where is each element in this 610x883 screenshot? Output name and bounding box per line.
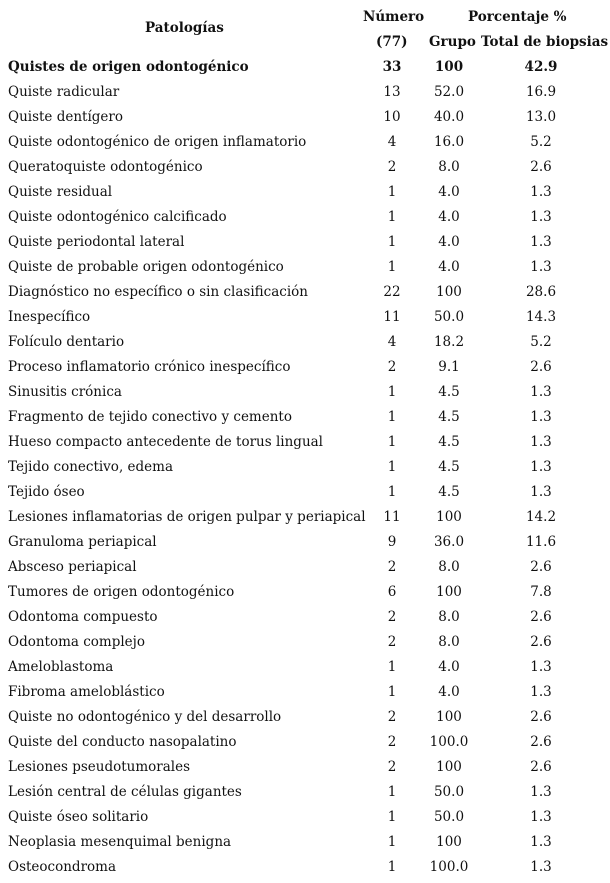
table-row xyxy=(0,705,610,730)
row-grupo: 50.0 xyxy=(433,784,465,800)
row-total: 1.3 xyxy=(530,684,552,700)
row-grupo: 4.5 xyxy=(438,459,460,475)
row-numero: 11 xyxy=(383,309,401,325)
row-name: Lesión central de células gigantes xyxy=(8,784,242,800)
row-name: Quiste radicular xyxy=(8,84,120,100)
row-total: 1.3 xyxy=(530,459,552,475)
row-total: 2.6 xyxy=(530,734,552,750)
row-grupo: 8.0 xyxy=(438,559,460,575)
row-grupo: 16.0 xyxy=(433,134,465,150)
row-numero: 22 xyxy=(383,284,401,300)
table-row xyxy=(0,330,610,355)
row-name: Granuloma periapical xyxy=(8,534,157,550)
header-porcentaje: Porcentaje % xyxy=(468,9,567,25)
row-total: 1.3 xyxy=(530,659,552,675)
row-total: 1.3 xyxy=(530,434,552,450)
row-numero: 2 xyxy=(387,634,397,650)
row-total: 14.3 xyxy=(525,309,557,325)
table-row xyxy=(0,55,610,80)
table-row xyxy=(0,205,610,230)
row-grupo: 4.5 xyxy=(438,384,460,400)
table-row xyxy=(0,280,610,305)
row-grupo: 100.0 xyxy=(429,859,469,875)
row-name: Osteocondroma xyxy=(8,859,116,875)
row-numero: 1 xyxy=(387,809,397,825)
row-grupo: 50.0 xyxy=(433,309,465,325)
row-grupo: 100 xyxy=(436,709,462,725)
row-name: Tumores de origen odontogénico xyxy=(8,584,235,600)
table-row xyxy=(0,855,610,880)
row-grupo: 18.2 xyxy=(433,334,465,350)
row-grupo: 4.0 xyxy=(438,684,460,700)
row-name: Folículo dentario xyxy=(8,334,125,350)
row-numero: 33 xyxy=(382,59,402,75)
row-grupo: 100.0 xyxy=(429,734,469,750)
row-total: 1.3 xyxy=(530,784,552,800)
row-name: Quiste periodontal lateral xyxy=(8,234,185,250)
row-grupo: 100 xyxy=(434,59,464,75)
row-total: 42.9 xyxy=(524,59,558,75)
row-numero: 1 xyxy=(387,384,397,400)
row-grupo: 40.0 xyxy=(433,109,465,125)
row-name: Absceso periapical xyxy=(8,559,137,575)
row-total: 11.6 xyxy=(525,534,557,550)
row-name: Quiste de probable origen odontogénico xyxy=(8,259,284,275)
table-row xyxy=(0,80,610,105)
row-name: Quiste residual xyxy=(8,184,113,200)
row-name: Odontoma compuesto xyxy=(8,609,158,625)
row-numero: 6 xyxy=(387,584,397,600)
row-name: Quiste odontogénico calcificado xyxy=(8,209,227,225)
row-numero: 2 xyxy=(387,609,397,625)
row-grupo: 4.0 xyxy=(438,234,460,250)
row-numero: 2 xyxy=(387,359,397,375)
table-header xyxy=(0,0,610,55)
table-row xyxy=(0,655,610,680)
row-numero: 1 xyxy=(387,184,397,200)
row-grupo: 4.0 xyxy=(438,184,460,200)
row-total: 1.3 xyxy=(530,859,552,875)
row-total: 1.3 xyxy=(530,409,552,425)
table-row xyxy=(0,530,610,555)
row-grupo: 4.5 xyxy=(438,409,460,425)
row-name: Neoplasia mesenquimal benigna xyxy=(8,834,232,850)
row-numero: 2 xyxy=(387,709,397,725)
table-row xyxy=(0,780,610,805)
row-numero: 11 xyxy=(383,509,401,525)
row-numero: 2 xyxy=(387,734,397,750)
row-numero: 13 xyxy=(383,84,401,100)
row-numero: 1 xyxy=(387,784,397,800)
row-total: 1.3 xyxy=(530,809,552,825)
row-total: 13.0 xyxy=(525,109,557,125)
row-name: Lesiones pseudotumorales xyxy=(8,759,191,775)
table-row xyxy=(0,805,610,830)
row-numero: 1 xyxy=(387,834,397,850)
header-grupo: Grupo xyxy=(429,34,476,50)
row-total: 2.6 xyxy=(530,159,552,175)
table-row xyxy=(0,680,610,705)
row-total: 1.3 xyxy=(530,184,552,200)
row-total: 14.2 xyxy=(525,509,557,525)
row-name: Lesiones inflamatorias de origen pulpar y periapical xyxy=(8,509,366,525)
row-numero: 1 xyxy=(387,209,397,225)
row-name: Quiste no odontogénico y del desarrollo xyxy=(8,709,282,725)
table-row xyxy=(0,430,610,455)
row-total: 2.6 xyxy=(530,709,552,725)
row-grupo: 36.0 xyxy=(433,534,465,550)
row-grupo: 8.0 xyxy=(438,609,460,625)
row-numero: 1 xyxy=(387,659,397,675)
row-numero: 9 xyxy=(387,534,397,550)
row-numero: 1 xyxy=(387,409,397,425)
table-row xyxy=(0,255,610,280)
row-total: 1.3 xyxy=(530,484,552,500)
row-grupo: 100 xyxy=(436,284,462,300)
table-row xyxy=(0,180,610,205)
row-grupo: 50.0 xyxy=(433,809,465,825)
header-patologias: Patologías xyxy=(145,20,224,36)
table-row xyxy=(0,155,610,180)
row-grupo: 52.0 xyxy=(433,84,465,100)
table-row xyxy=(0,455,610,480)
row-name: Diagnóstico no específico o sin clasificación xyxy=(8,284,308,300)
table-body xyxy=(0,55,610,880)
row-total: 2.6 xyxy=(530,634,552,650)
row-numero: 4 xyxy=(387,334,397,350)
row-total: 2.6 xyxy=(530,559,552,575)
row-total: 1.3 xyxy=(530,259,552,275)
row-grupo: 100 xyxy=(436,834,462,850)
table-row xyxy=(0,230,610,255)
row-total: 2.6 xyxy=(530,359,552,375)
row-numero: 1 xyxy=(387,234,397,250)
row-numero: 1 xyxy=(387,684,397,700)
row-name: Fibroma ameloblástico xyxy=(8,684,165,700)
table-row xyxy=(0,305,610,330)
row-numero: 1 xyxy=(387,259,397,275)
row-grupo: 9.1 xyxy=(438,359,460,375)
row-total: 1.3 xyxy=(530,834,552,850)
row-name: Inespecífico xyxy=(8,309,91,325)
table-row xyxy=(0,405,610,430)
row-numero: 10 xyxy=(383,109,401,125)
row-grupo: 4.0 xyxy=(438,259,460,275)
table-row xyxy=(0,555,610,580)
row-numero: 2 xyxy=(387,159,397,175)
row-grupo: 4.5 xyxy=(438,484,460,500)
row-numero: 4 xyxy=(387,134,397,150)
row-total: 5.2 xyxy=(530,134,552,150)
row-numero: 1 xyxy=(387,434,397,450)
table-row xyxy=(0,730,610,755)
row-name: Quistes de origen odontogénico xyxy=(8,59,249,75)
row-name: Ameloblastoma xyxy=(8,659,114,675)
row-total: 16.9 xyxy=(525,84,557,100)
row-total: 7.8 xyxy=(530,584,552,600)
table-row xyxy=(0,355,610,380)
row-numero: 1 xyxy=(387,859,397,875)
table-row xyxy=(0,830,610,855)
table-row xyxy=(0,755,610,780)
row-name: Hueso compacto antecedente de torus lingual xyxy=(8,434,324,450)
table-row xyxy=(0,630,610,655)
row-grupo: 4.5 xyxy=(438,434,460,450)
row-total: 1.3 xyxy=(530,384,552,400)
row-grupo: 100 xyxy=(436,584,462,600)
header-numero: Número xyxy=(363,9,425,25)
table-row xyxy=(0,505,610,530)
header-total-biopsias: Total de biopsias xyxy=(481,34,609,50)
table-row xyxy=(0,480,610,505)
header-numero-total: (77) xyxy=(376,34,408,50)
row-grupo: 4.0 xyxy=(438,659,460,675)
row-name: Quiste del conducto nasopalatino xyxy=(8,734,237,750)
row-name: Fragmento de tejido conectivo y cemento xyxy=(8,409,292,425)
row-grupo: 100 xyxy=(436,759,462,775)
row-numero: 1 xyxy=(387,459,397,475)
table-row xyxy=(0,105,610,130)
row-name: Tejido óseo xyxy=(8,484,85,500)
row-grupo: 4.0 xyxy=(438,209,460,225)
row-total: 28.6 xyxy=(525,284,557,300)
row-grupo: 8.0 xyxy=(438,634,460,650)
table-row xyxy=(0,380,610,405)
row-total: 1.3 xyxy=(530,209,552,225)
row-total: 1.3 xyxy=(530,234,552,250)
row-numero: 1 xyxy=(387,484,397,500)
row-name: Tejido conectivo, edema xyxy=(8,459,173,475)
row-name: Quiste óseo solitario xyxy=(8,809,149,825)
row-total: 2.6 xyxy=(530,609,552,625)
row-numero: 2 xyxy=(387,559,397,575)
table-row xyxy=(0,130,610,155)
table-row xyxy=(0,580,610,605)
row-name: Quiste odontogénico de origen inflamatorio xyxy=(8,134,307,150)
row-name: Quiste dentígero xyxy=(8,109,123,125)
table-row xyxy=(0,605,610,630)
row-name: Sinusitis crónica xyxy=(8,384,122,400)
row-numero: 2 xyxy=(387,759,397,775)
row-grupo: 100 xyxy=(436,509,462,525)
row-name: Proceso inflamatorio crónico inespecífico xyxy=(8,359,291,375)
row-name: Queratoquiste odontogénico xyxy=(8,159,203,175)
row-total: 5.2 xyxy=(530,334,552,350)
row-name: Odontoma complejo xyxy=(8,634,145,650)
row-total: 2.6 xyxy=(530,759,552,775)
row-grupo: 8.0 xyxy=(438,159,460,175)
